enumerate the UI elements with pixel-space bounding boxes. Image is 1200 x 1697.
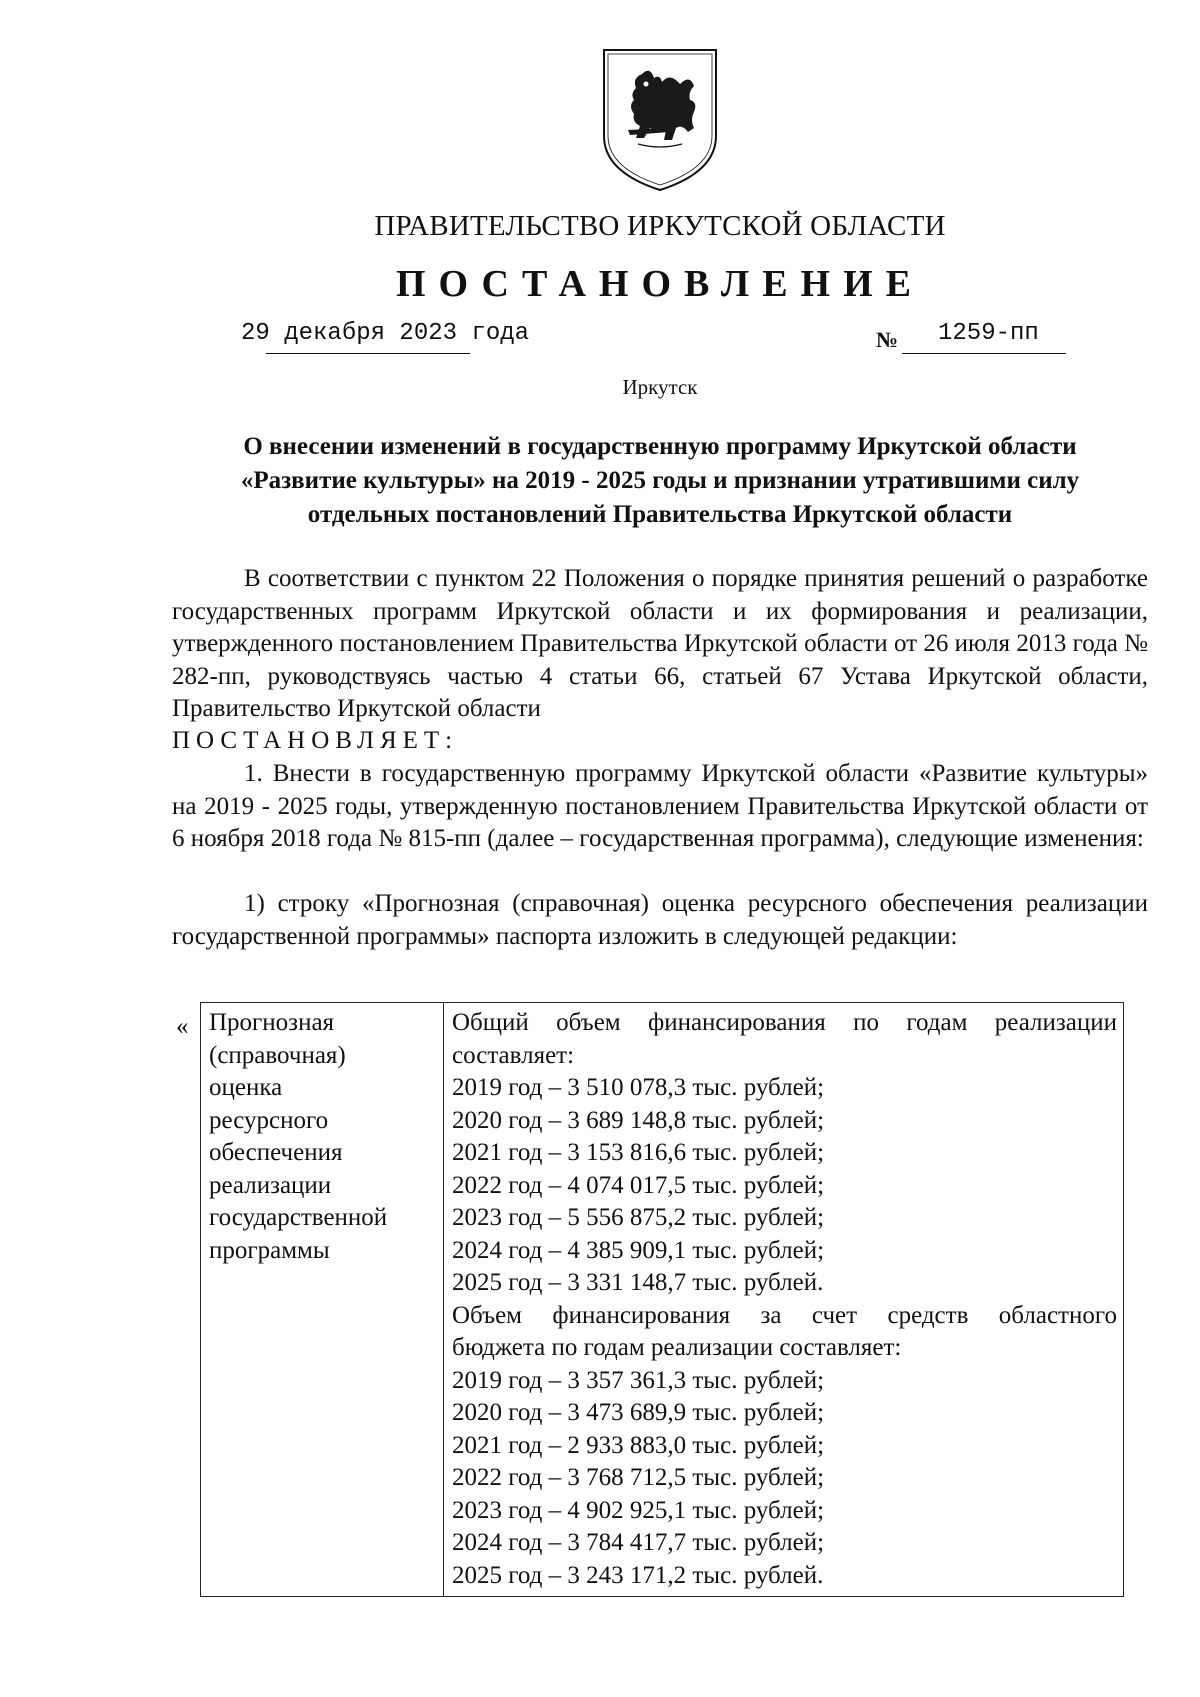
total-year-line: 2025 год – 3 331 148,7 тыс. рублей. — [452, 1269, 824, 1296]
regional-year-line: 2019 год – 3 357 361,3 тыс. рублей; — [452, 1366, 825, 1394]
number-underline — [902, 353, 1066, 354]
label-line: ресурсного — [209, 1106, 329, 1134]
title-line: отдельных постановлений Правительства Иркутской области — [307, 501, 1013, 528]
label-line: обеспечения — [209, 1139, 343, 1166]
item-1-paragraph: 1. Внести в государственную программу Иркутской области «Развитие культуры» на 2019 - 2025 годы, утвержденную постановлением Правительства Иркутской области от 6 ноября 2018 года № 815-пп (далее – государственная программа), следующие изменения: — [172, 760, 1148, 852]
regional-intro-line: Объем финансирования за счет средств областного — [452, 1301, 1117, 1329]
preamble-paragraph: В соответствии с пунктом 22 Положения о порядке принятия решений о разработке государственных программ Иркутской области и их формирования и реализации, утвержденного постановлением Правительства Иркутской области от 26 июля 2013 года № 282-пп, руководствуясь частью 4 статьи 66, статьей 67 Устава Иркутской области, Правительство Иркутской области — [172, 565, 1148, 722]
regional-year-line: 2023 год – 4 902 925,1 тыс. рублей; — [452, 1496, 825, 1524]
title-line: «Развитие культуры» на 2019 - 2025 годы и признании утратившими силу — [240, 467, 1080, 494]
table-row — [201, 1003, 1124, 1597]
subitem-1-paragraph: 1) строку «Прогнозная (справочная) оценка ресурсного обеспечения реализации государственной программы» паспорта изложить в следующей редакции: — [172, 890, 1148, 950]
regional-year-line: 2025 год – 3 243 171,2 тыс. рублей. — [452, 1561, 824, 1589]
date-underline — [266, 353, 470, 354]
total-year-line: 2022 год – 4 074 017,5 тыс. рублей; — [452, 1171, 825, 1199]
decree-number: 1259-пп — [938, 320, 1039, 347]
label-line: оценка — [209, 1074, 283, 1101]
decree-date — [241, 320, 529, 347]
label-line: (справочная) — [209, 1041, 346, 1069]
regional-year-line: 2020 год – 3 473 689,9 тыс. рублей; — [452, 1399, 825, 1426]
title-line: О внесении изменений в государственную программу Иркутской области — [243, 433, 1077, 460]
total-year-line: 2021 год – 3 153 816,6 тыс. рублей; — [452, 1139, 825, 1166]
label-line: программы — [209, 1236, 330, 1264]
resource-table — [200, 1002, 1124, 1597]
total-year-line: 2024 год – 4 385 909,1 тыс. рублей; — [452, 1236, 825, 1264]
regional-intro-line: бюджета по годам реализации составляет: — [452, 1334, 902, 1361]
decree-title — [170, 430, 1150, 532]
date-suffix: года — [471, 320, 530, 347]
total-intro-line: Общий объем финансирования по годам реализации — [452, 1009, 1117, 1036]
irkutsk-coat-of-arms-icon — [598, 44, 722, 194]
regional-year-line: 2022 год – 3 768 712,5 тыс. рублей; — [452, 1464, 825, 1491]
open-quote: « — [176, 1013, 189, 1040]
row-label-cell — [201, 1003, 444, 1597]
total-intro-line: составляет: — [452, 1041, 575, 1069]
regional-year-line: 2021 год – 2 933 883,0 тыс. рублей; — [452, 1431, 825, 1459]
government-name: ПРАВИТЕЛЬСТВО ИРКУТСКОЙ ОБЛАСТИ — [374, 210, 946, 242]
resolves-word: ПОСТАНОВЛЯЕТ: — [172, 727, 459, 754]
number-sign: № — [876, 327, 899, 352]
total-year-line: 2023 год – 5 556 875,2 тыс. рублей; — [452, 1204, 825, 1231]
city: Иркутск — [622, 375, 698, 399]
label-line: реализации — [209, 1171, 332, 1199]
total-year-line: 2019 год – 3 510 078,3 тыс. рублей; — [452, 1074, 825, 1101]
document-type: ПОСТАНОВЛЕНИЕ — [395, 263, 925, 305]
label-line: государственной — [209, 1204, 388, 1231]
row-value-cell — [444, 1003, 1124, 1597]
total-year-line: 2020 год – 3 689 148,8 тыс. рублей; — [452, 1106, 825, 1134]
regional-year-line: 2024 год – 3 784 417,7 тыс. рублей; — [452, 1529, 825, 1556]
date-value: 29 декабря 2023 — [241, 320, 458, 347]
label-line: Прогнозная — [209, 1009, 335, 1036]
